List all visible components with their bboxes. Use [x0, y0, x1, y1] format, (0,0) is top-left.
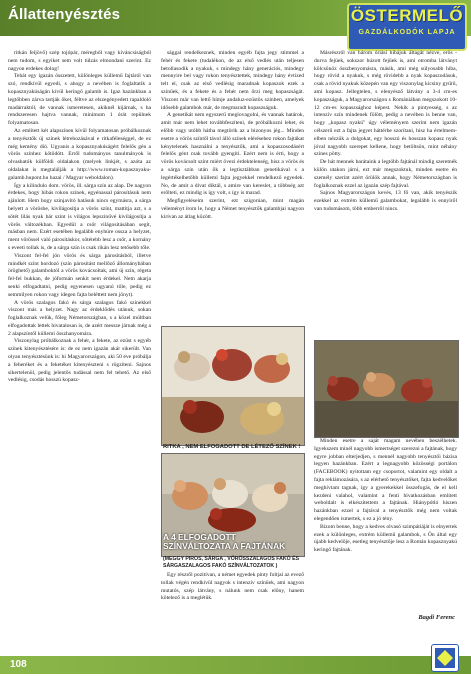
article-column-3: [314, 50, 457, 214]
paragraph: Egy részről pozitívan, a német egyedek pinty foltjai az evező tollak végén rendkívül nagyok s intenzív színűek, ami nagyon mutatós, szép látvány, s nálunk nem csak előny, hanem kötelező is a meglétük.: [161, 572, 304, 602]
logo-main-text: ÖSTERMELŐ: [350, 6, 464, 25]
paragraph: Az említett két alapszínen kívül folyamatosan próbálkoznak a tenyésztők új színek létrehozásával e ritkaféleséggel, de ez még kemény dió. Ugyanis a kopasznyakúságért felelős gén a vörös színhez kötődött. Erről tudományos tanulmányok is olvashatók külföldi oldalakon (melyek linkjét, s azóta az oldalakat is megtalálják a http://www.roman-kopasznyaku-galamb.hupont.hu hazai / Magyar weboldalon).: [8, 127, 151, 181]
photo-rare-color-pigeons: [161, 326, 305, 446]
paragraph: Megfigyeléseim szerint, ezt szigorúan, mint magán véleményt írom le, hogy a Német tenyésztők galambjai nagyon kirívan az átlag között.: [161, 198, 304, 220]
photo-caption-subtitle: (MEGGY PIROS, SÁRGA , VÖRÖSSZALAGOS FAKÓ ÉS SÁRGASZALAGOS FAKÓ SZÍNVÁLTOZATOK ): [163, 556, 300, 569]
pigeons-illustration: [162, 327, 304, 445]
photo-caption-rare-colors: RITKA , NEM ELFOGADOTT DE LÉTEZŐ SZÍNEK !: [163, 444, 301, 450]
paragraph: sággal rendelkeznek, minden egyéb fajta jegy stimmel a fehér és fekete (tudalékon, de az első vedlés után teljesen betollasodik a nyakuk, s mindegy hány generációs, mindegy mennyire bel vagy rokon tenyésztettek, mindegy hány évtized telt el, csak az első vedlésig maradnak kopaszok ezek a színűek, és a fekete és a fehér nem őrzi meg kopaszságát. Viszont már van lettő hímje andaluz-ezüstös színben, amelyek idősebb galambok már, de megmaradt kopaszságuk.: [161, 50, 304, 111]
section-title: Állattenyésztés: [8, 6, 121, 23]
footer-band: [0, 656, 471, 674]
paragraph: Tehát egy igazán összetett, különleges küllemű fajtáról van szó, rendkívül egyedi, s ahogy a nevében is foglaltatik a kopasznyakúságán kívül keringő galamb is. Igaz hazánkban a legtöbben zárva tartják őket, féltve az elszegényedett rapaldoló madárraktól, de vannak ismeretesen, akiknél kijárnak, s ha rendszeresen hajtva vannak, minimum 1 órát repülnek folyamatosan.: [8, 73, 151, 127]
article-column-3-bottom: [314, 438, 457, 555]
article-column-2-bottom: [161, 572, 304, 603]
paragraph: ritkán feljövő) szép tojópár, méregből vagy kiváncsiságból nem tudom, s egyiket sem volt túlzás elmondani szerint. Ez nagyon erdekes dolog!: [8, 50, 151, 72]
paragraph: Minden esetre a saját magam nevében beszélhetek. Igyekszem minél nagyobb ismertséget szerezni a fajtának, hogy egyre jobban elterjedjen, s mennél nagyobb tenyésztői bázisa legyen hazánkban. Ezért a legnagyobb közösségi portálon (FACEBOOK) nyitottam egy csoportot, valamint egy oldalt a fajta reklámozására, s az elérhető tenyésztőket, fajta kedvelőket meghívtam tagnak, így a gyerekekkel összefogás, de el kell kezdeni valahol, valamint a fenti hivatkozásban említett weboldalt is elkészítettem a fajtának. Hiánypótló hiszen hazánkban ezzel a fajtával a tenyésztők még nem voltak elegendően ismertek, s ez a jó tény.: [314, 438, 457, 522]
paragraph: Így a kilindulo dom. vörös, ill. sárga szín az alap. De nagyon érdekes, hogy hibás rokon színek, egyénassal párosításuk nem ajánlott. Hem hogy szinjavító hatásuk nincs egymásra, a sárga helyett a vörösbe, kivilágosítja a vörös színt, mattítja azt, s a sötét lilás nyak bár színt is világos lepszínűvé kivilágosítja a vörös változékban. Egyedül a csőr világosításában segít, másban nem. Ezért esetében legalább enyhúre ossza a helyzet, ment vörössel való párosításkor, sötétebb lesz a csőr, a kornány s eveeti tollak is, de a sárga szín is csak rikán lesz tetősebb tőle.: [8, 182, 151, 251]
logo-sub-text: GAZDÁLKODÓK LAPJA: [358, 29, 456, 36]
paragraph: Másrészről van három óriási hibájuk áltagát nézve, erős - durva fejüek, sokszor húzott fejűek is, ami otromba látványt kölcsönöz összbenyomásra, másik, ami még súlyosabb hiba, hogy rövid a nyakuk, s még rövidebb a nyak kopaszodásuk, csak a rövid nyakuk közepén van egy viszonylag kicsiny gyűrű, ami kopasz. Jellegtelen, s elenyésző látvány a 3-4 cm-es kopaszságuk, a Magyarországon s Romániában megszokott 10-12 cm-es kopaszsághoz képest. Nekik a pintyesség, s az intenzív szín mindenek fölött, pedig a nevében is benne van, hogy „kopasz nyakú" úgy véleményem szerint nem igazán célszerű ezt a fajta jegyet háttérbe szorítani, hisz ha értelmemelben nézzük a dolgokat, egy hosszú és hosszan kopasz nyak jóval nagyobb szerepet kellene, hogy betöltsön, mint néhány színes pötty.: [314, 50, 457, 158]
emblem-graphic: [432, 645, 458, 671]
paragraph: Bízom benne, hogy a kedves olvasó szimpátiáját is elnyertek ezek a különleges, extrém küllemű galambok, s Ön által egy újabb kedvelője, esetleg tenyésztője lesz a Román kopasznyakú keringő fajtának.: [314, 523, 457, 554]
loft-illustration: [315, 341, 458, 437]
photo-caption-title: A 4 ELFOGADOTT SZÍNVÁLTOZATA A FAJTÁNAK: [163, 532, 286, 551]
photo-pigeon-loft: [314, 340, 459, 438]
paragraph: De hát mennek barátaink a legtöbb fajtánál mindig szeretnék külön utakon járni, ezt már megszoktuk, minden esetre én személy szerint azért örülök annak, hogy Németországban is foglalkoznak ezzel az igazán szép fajtával.: [314, 159, 457, 189]
magazine-logo: [347, 3, 467, 51]
article-column-1: [8, 50, 151, 385]
paragraph: Sajnos Magyarországon kevés, 13 fő van, akik tenyészik ezekkel az extrém küllemű galambokat, legalább is ennyiről van tudomásom, több emberről nincs.: [314, 190, 457, 212]
emblem-icon: [431, 644, 459, 672]
page-number: 108: [10, 659, 27, 670]
author-signature: Bagdi Ferenc: [418, 614, 455, 621]
article-column-2: [161, 50, 304, 222]
paragraph: Viszonylag próbálkoznak a fehér, a fekete, az ezüst s egyéb színek kitenyésztésére is: de ez nem igazán akár sikerült. Van olyan tenyésztésünk is: hi Magyarországon, aki 50 éve próbálja a feheréket és a feketéket kitenyészteni s rögzíteni. Sajnos sikertelenül, pedig jelentős tudással nem fel tehető. Az első vedlésig, csodás hosszú kopasz-: [8, 338, 151, 384]
paragraph: Viszont fel-fel jön vörös és sárga párosításból, illetve mindkét színt hordozó (szín párosítást mellőző állománybában öröghető) galamboktól a vörös kovácsoltak, ami új szín, régeta fel-fel bukkan, de jóformán senkit nem érdekel. Nem akarja senki elfogadtatni, pedig egyenesen ugyanú tőle, pedig ez semmilyen rokon vagy idegen fajta beléttett nem jönyt).: [8, 252, 151, 298]
paragraph: A vörös szalagos fakó és sárga szalagos fakó színekkel viszont más a helyzet. Nagy az érdeklődés utánuk, sokan foglalkoznak velük, főleg Németországban, s a közel múltban elfogadottak lettek hivatalosan is, de azért messze járnak még a 2 alapszíntől küllemi összhanyomára.: [8, 299, 151, 337]
paragraph: A genetikát nem egyszerű meglovagolni, és vannak határok, amit már nem lehet továbbfeszíteni, de próbálkozni lehet, és előbb vagy utóbb hátha megtörik az a bizonyos jég... Minden esetre a vörös színtől távol álló színek elérésehez rokon fajtákat kénytelenek használni a tenyésztők, ami a kopaszosodásért felelős gént csak tovább gyengíti. Ezért nem is érti, hogy a vörös kovácsolt színt miért övezi érdektelenség, hisz a vörös és a sárga szín után ők a legtisztábban genetikával s a legértékelhetőbb küllemi fajta jegyekkel rendelkező egyedek. No, de amit a divat diktál, s amire van kereslet, a többség azt erőlteti, ez mindig is így volt, s így is marad.: [161, 112, 304, 197]
